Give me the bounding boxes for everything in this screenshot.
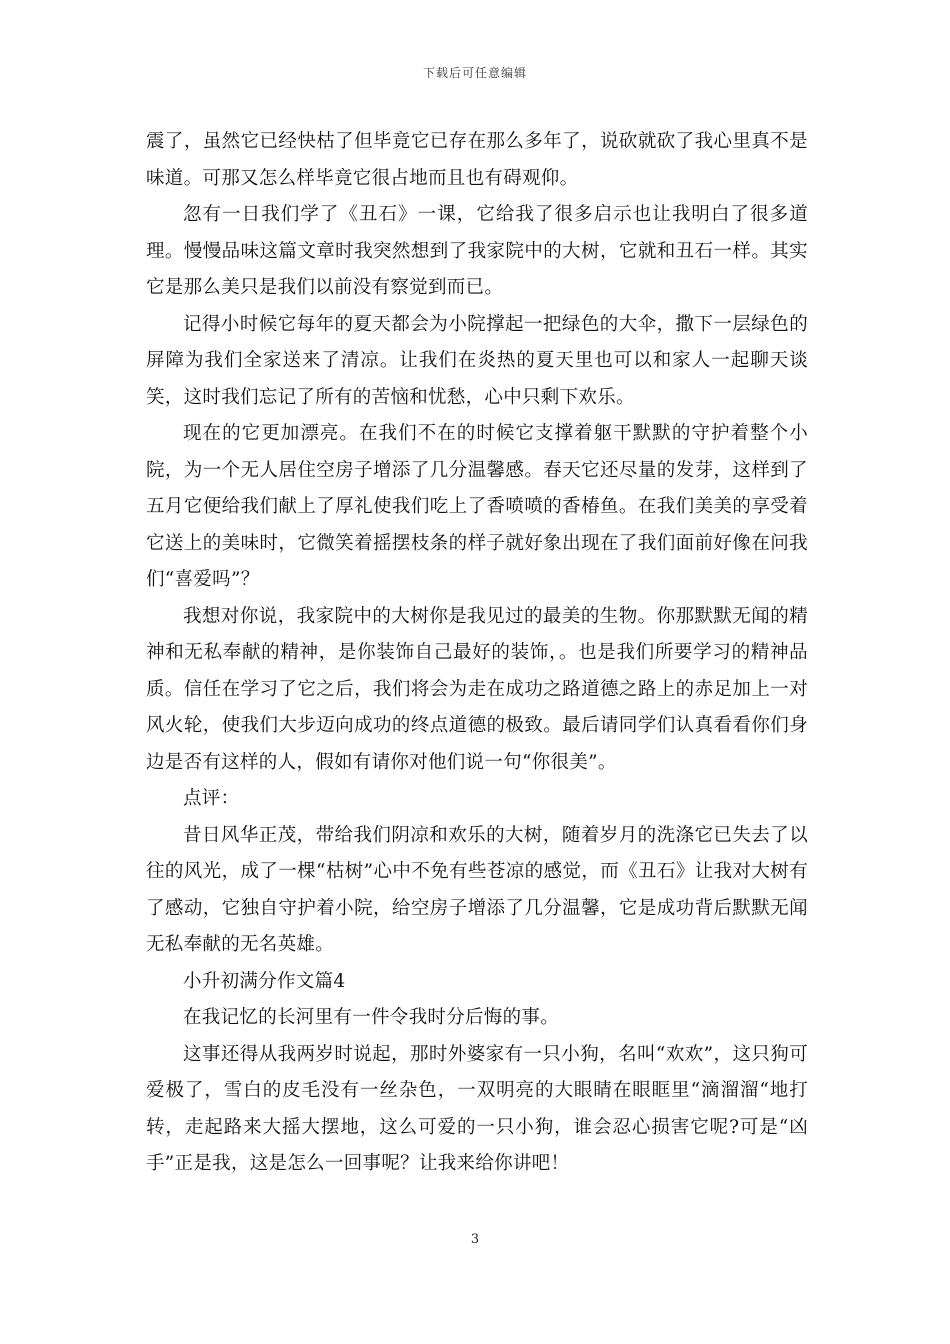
comment-heading: 点评： xyxy=(183,788,240,809)
paragraph: 这事还得从我两岁时说起，那时外婆家有一只小狗，名叫“欢欢”，这只狗可爱极了，雪白的皮毛没有一丝杂色，一双明亮的大眼睛在眼眶里“滴溜溜“地打转，走起路来大摇大摆地，这么可爱的一只小狗，谁会忍心损害它呢?可是“凶手”正是我，这是怎么一回事呢？让我来给你讲吧！ xyxy=(146,1043,808,1174)
paragraph: 忽有一日我们学了《丑石》一课，它给我了很多启示也让我明白了很多道理。慢慢品味这篇文章时我突然想到了我家院中的大树，它就和丑石一样。其实它是那么美只是我们以前没有察觉到而已。 xyxy=(146,204,808,298)
paragraph: 震了，虽然它已经快枯了但毕竟它已存在那么多年了，说砍就砍了我心里真不是味道。可那又怎么样毕竟它很占地而且也有碍观仰。 xyxy=(146,131,808,189)
paragraph: 现在的它更加漂亮。在我们不在的时候它支撑着躯干默默的守护着整个小院，为一个无人居住空房子增添了几分温馨感。春天它还尽量的发芽，这样到了五月它便给我们献上了厚礼使我们吃上了香喷喷的香椿鱼。在我们美美的享受着它送上的美味时，它微笑着摇摆枝条的样子就好象出现在了我们面前好像在问我们“喜爱吗”？ xyxy=(146,423,808,590)
document-body xyxy=(146,124,808,1183)
paragraph: 记得小时候它每年的夏天都会为小院撑起一把绿色的大伞，撒下一层绿色的屏障为我们全家送来了清凉。让我们在炎热的夏天里也可以和家人一起聊天谈笑，这时我们忘记了所有的苦恼和忧愁，心中只剩下欢乐。 xyxy=(146,313,808,408)
paragraph: 我想对你说，我家院中的大树你是我见过的最美的生物。你那默默无闻的精神和无私奉献的精神，是你装饰自己最好的装饰，。也是我们所要学习的精神品质。信任在学习了它之后，我们将会为走在成功之路道德之路上的赤足加上一对风火轮，使我们大步迈向成功的终点道德的极致。最后请同学们认真看看你们身边是否有这样的人，假如有请你对他们说一句“你很美”。 xyxy=(146,605,808,773)
page-number: 3 xyxy=(470,1232,480,1247)
paragraph: 在我记忆的长河里有一件令我时分后悔的事。 xyxy=(183,1007,560,1028)
paragraph: 昔日风华正茂，带给我们阴凉和欢乐的大树，随着岁月的洗涤它已失去了以往的风光，成了一棵“枯树”心中不免有些苍凉的感觉，而《丑石》让我对大树有了感动，它独自守护着小院，给空房子增添了几分温馨，它是成功背后默默无闻无私奉献的无名英雄。 xyxy=(146,824,808,955)
essay-title: 小升初满分作文篇4 xyxy=(183,970,346,992)
page-header-note: 下载后可任意编辑 xyxy=(422,66,527,80)
